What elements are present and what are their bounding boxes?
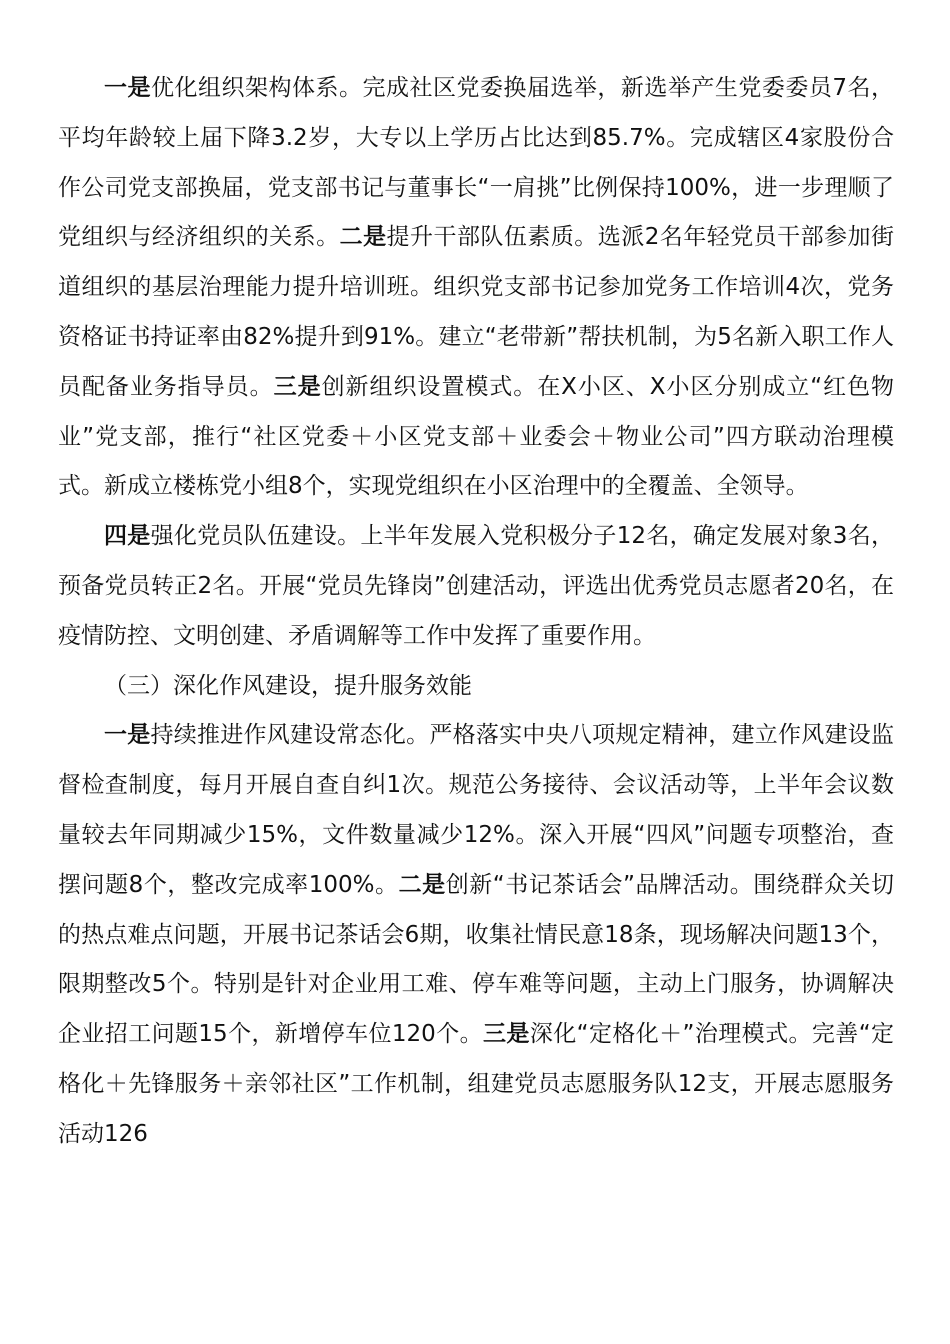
paragraph-organization (58, 64, 894, 512)
keyword-third: 三是 (273, 373, 322, 400)
keyword-first: 一是 (104, 75, 151, 101)
keyword-first: 一是 (104, 722, 151, 749)
keyword-third: 三是 (483, 1021, 530, 1048)
paragraph-text: 提升干部队伍素质。选派2名年轻党员干部参加街道组织的基层治理能力提升培训班。组织党支部书记参加党务工作培训4次，党务资格证书持证率由82%提升到91%。建立“老带新”帮扶机制，为5名新入职工作人员配备业务指导员。 (58, 224, 894, 400)
paragraph-text: 持续推进作风建设常态化。严格落实中央八项规定精神，建立作风建设监督检查制度，每月开展自查自纠1次。规范公务接待、会议活动等，上半年会议数量较去年同期减少15%，文件数量减少12%。深入开展“四风”问题专项整治，查摆问题8个，整改完成率100%。 (58, 722, 895, 898)
document-page (58, 64, 894, 1160)
paragraph-text: 深化“定格化＋”治理模式。完善“定格化＋先锋服务＋亲邻社区”工作机制，组建党员志愿服务队12支，开展志愿服务活动126 (58, 1021, 895, 1147)
paragraph-text: 创新组织设置模式。在X小区、X小区分别成立“红色物业”党支部，推行“社区党委＋小区党支部＋业委会＋物业公司”四方联动治理模式。新成立楼栋党小组8个，实现党组织在小区治理中的全覆盖、全领导。 (58, 373, 895, 500)
paragraph-work-style (58, 711, 894, 1159)
paragraph-text: 强化党员队伍建设。上半年发展入党积极分子12名，确定发展对象3名，预备党员转正2名。开展“党员先锋岗”创建活动，评选出优秀党员志愿者20名，在疫情防控、文明创建、矛盾调解等工作中发挥了重要作用。 (58, 523, 895, 649)
keyword-second: 二是 (339, 224, 387, 251)
keyword-fourth: 四是 (104, 523, 151, 550)
keyword-second: 二是 (398, 871, 446, 898)
paragraph-text: 创新“书记茶话会”品牌活动。围绕群众关切的热点难点问题，开展书记茶话会6期，收集社情民意18条，现场解决问题13个，限期整改5个。特别是针对企业用工难、停车难等问题，主动上门服务，协调解决企业招工问题15个，新增停车位120个。 (58, 871, 895, 1048)
paragraph-text: 优化组织架构体系。完成社区党委换届选举，新选举产生党委委员7名，平均年龄较上届下降3.2岁，大专以上学历占比达到85.7%。完成辖区4家股份合作公司党支部换届，党支部书记与董事长“一肩挑”比例保持100%，进一步理顺了党组织与经济组织的关系。 (58, 75, 895, 251)
paragraph-party-members (58, 512, 894, 661)
section-heading: （三）深化作风建设，提升服务效能 (104, 672, 472, 699)
